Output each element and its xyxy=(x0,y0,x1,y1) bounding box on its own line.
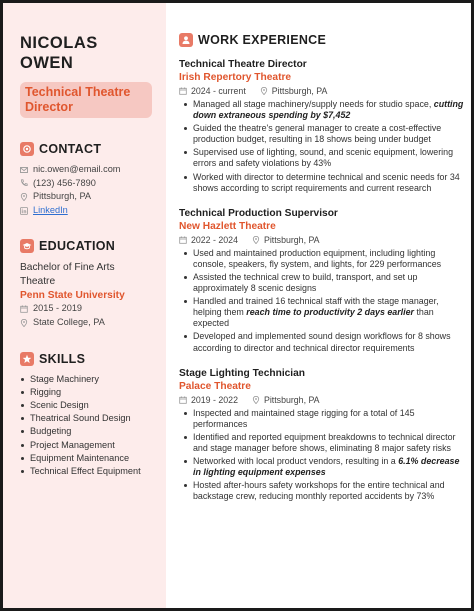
degree: Bachelor of Fine Arts Theatre xyxy=(20,262,115,288)
calendar-icon xyxy=(179,236,187,244)
education-location xyxy=(20,316,166,330)
bullet-text: Inspected and maintained stage rigging for a total of 145 performances xyxy=(193,407,415,429)
job-bullets xyxy=(179,99,464,194)
bullet-highlight: cutting down extraneous spending by $7,452 xyxy=(193,99,464,121)
skill-item: Budgeting xyxy=(20,425,166,438)
skill-item: Project Management xyxy=(20,439,166,452)
phone-icon xyxy=(20,179,28,187)
job-location: Pittsburgh, PA xyxy=(271,86,328,96)
skill-item: Rigging xyxy=(20,386,166,399)
calendar-icon xyxy=(179,396,187,404)
last-name: OWEN xyxy=(20,54,74,72)
job-bullet xyxy=(179,123,464,145)
experience-heading xyxy=(179,33,464,47)
job-meta xyxy=(179,394,464,406)
company-name: New Hazlett Theatre xyxy=(179,220,276,232)
education-location-text: State College, PA xyxy=(33,316,105,327)
calendar-icon xyxy=(179,87,187,95)
bullet-text: Managed all stage machinery/supply needs for studio space, xyxy=(193,99,434,109)
map-pin-icon xyxy=(20,319,28,327)
main-content xyxy=(179,33,464,502)
skills-heading xyxy=(20,352,166,366)
job-bullet xyxy=(179,432,464,454)
skill-item: Technical Effect Equipment xyxy=(20,465,166,478)
email-text: nic.owen@email.com xyxy=(33,164,121,174)
company-name: Irish Repertory Theatre xyxy=(179,72,292,83)
bullet-text: Identified and reported equipment breakdowns to technical director and stage manager before shows, eliminating 8 major safety risks xyxy=(193,431,456,453)
role-title: Technical Theatre Director xyxy=(20,82,152,118)
job-bullet xyxy=(179,99,464,121)
job-location: Pittsburgh, PA xyxy=(263,394,320,405)
bullet-text: Developed and implemented sound design workflows for 8 shows according to director and technical director requirements xyxy=(193,331,451,353)
linkedin-icon xyxy=(20,207,28,215)
bullet-text: Assisted the technical crew to build, transport, and set up approximately 8 scenic designs xyxy=(193,271,418,294)
job-title: Technical Theatre Director xyxy=(179,59,307,70)
job-entry xyxy=(179,207,464,354)
experience-title: WORK EXPERIENCE xyxy=(198,33,327,47)
bullet-highlight: 6.1% decrease in lighting equipment expenses xyxy=(193,455,460,478)
education-title: EDUCATION xyxy=(39,239,116,254)
phone-text: (123) 456-7890 xyxy=(33,177,96,188)
skill-item: Stage Machinery xyxy=(20,373,166,386)
job-bullet xyxy=(179,248,464,270)
job-entry xyxy=(179,367,464,503)
skills-list xyxy=(20,373,166,479)
job-bullet xyxy=(179,296,464,329)
job-dates: 2022 - 2024 xyxy=(191,234,238,245)
skills-title: SKILLS xyxy=(39,351,86,366)
contact-phone xyxy=(20,177,166,191)
job-meta xyxy=(179,85,464,97)
education-dates xyxy=(20,302,166,316)
bullet-text: Used and maintained production equipment, including lighting console, speakers, fly system, and lights, for 229 performances xyxy=(193,247,442,269)
job-bullet xyxy=(179,172,464,194)
bullet-text: Worked with director to determine technical and scenic needs for 34 shows according to script requirements and current research xyxy=(193,171,460,193)
job-bullet xyxy=(179,408,464,430)
bullet-text: Hosted after-hours safety workshops for the entire technical and backstage crew, reducing monthly reported accidents by 73% xyxy=(193,480,445,502)
location-text: Pittsburgh, PA xyxy=(33,191,92,202)
contact-linkedin[interactable] xyxy=(20,204,166,218)
job-dates: 2019 - 2022 xyxy=(191,394,238,405)
contact-email[interactable] xyxy=(20,163,166,177)
company-name: Palace Theatre xyxy=(179,380,251,392)
bullet-text: Networked with local product vendors, resulting in a xyxy=(193,455,399,466)
map-pin-icon xyxy=(260,87,268,95)
star-icon xyxy=(20,352,34,366)
job-meta xyxy=(179,234,464,246)
job-title: Technical Production Supervisor xyxy=(179,207,338,219)
job-title: Stage Lighting Technician xyxy=(179,367,306,379)
at-sign-icon xyxy=(20,142,34,156)
job-bullet xyxy=(179,480,464,502)
linkedin-link[interactable]: LinkedIn xyxy=(33,204,68,215)
job-bullet xyxy=(179,331,464,353)
bullet-text: Handled and trained 16 technical staff with the stage manager, helping them xyxy=(193,296,439,318)
job-bullets xyxy=(179,248,464,354)
sidebar xyxy=(3,3,166,608)
contact-heading xyxy=(20,142,166,156)
school-name: Penn State University xyxy=(20,290,125,302)
contact-location xyxy=(20,190,166,204)
bullet-text: Supervised use of lighting, sound, and scenic equipment, lowering errors and safety violations by 43% xyxy=(193,147,454,169)
skill-item: Scenic Design xyxy=(20,399,166,412)
map-pin-icon xyxy=(252,396,260,404)
job-dates: 2024 - current xyxy=(191,86,246,96)
map-pin-icon xyxy=(20,193,28,201)
job-bullet xyxy=(179,147,464,169)
candidate-name xyxy=(20,33,166,73)
envelope-icon xyxy=(20,166,28,174)
job-list xyxy=(179,58,464,502)
bullet-text-end: than expected xyxy=(193,307,434,329)
job-bullets xyxy=(179,408,464,503)
graduation-cap-icon xyxy=(20,239,34,253)
contact-title: CONTACT xyxy=(39,142,102,156)
education-heading xyxy=(20,239,166,253)
job-bullet xyxy=(179,456,464,478)
job-entry xyxy=(179,58,464,194)
bullet-highlight: reach time to productivity 2 days earlier xyxy=(246,307,414,318)
job-bullet xyxy=(179,272,464,294)
calendar-icon xyxy=(20,305,28,313)
bullet-text: Guided the theatre's general manager to create a cost-effective production budget, resulting in 18 shows being under budget xyxy=(193,123,442,145)
job-location: Pittsburgh, PA xyxy=(263,234,320,245)
first-name: NICOLAS xyxy=(20,34,98,52)
education-dates-text: 2015 - 2019 xyxy=(33,303,83,314)
skill-item: Theatrical Sound Design xyxy=(20,412,166,425)
map-pin-icon xyxy=(252,236,260,244)
contact-list xyxy=(20,163,166,217)
skill-item: Equipment Maintenance xyxy=(20,452,166,465)
person-icon xyxy=(179,33,193,47)
